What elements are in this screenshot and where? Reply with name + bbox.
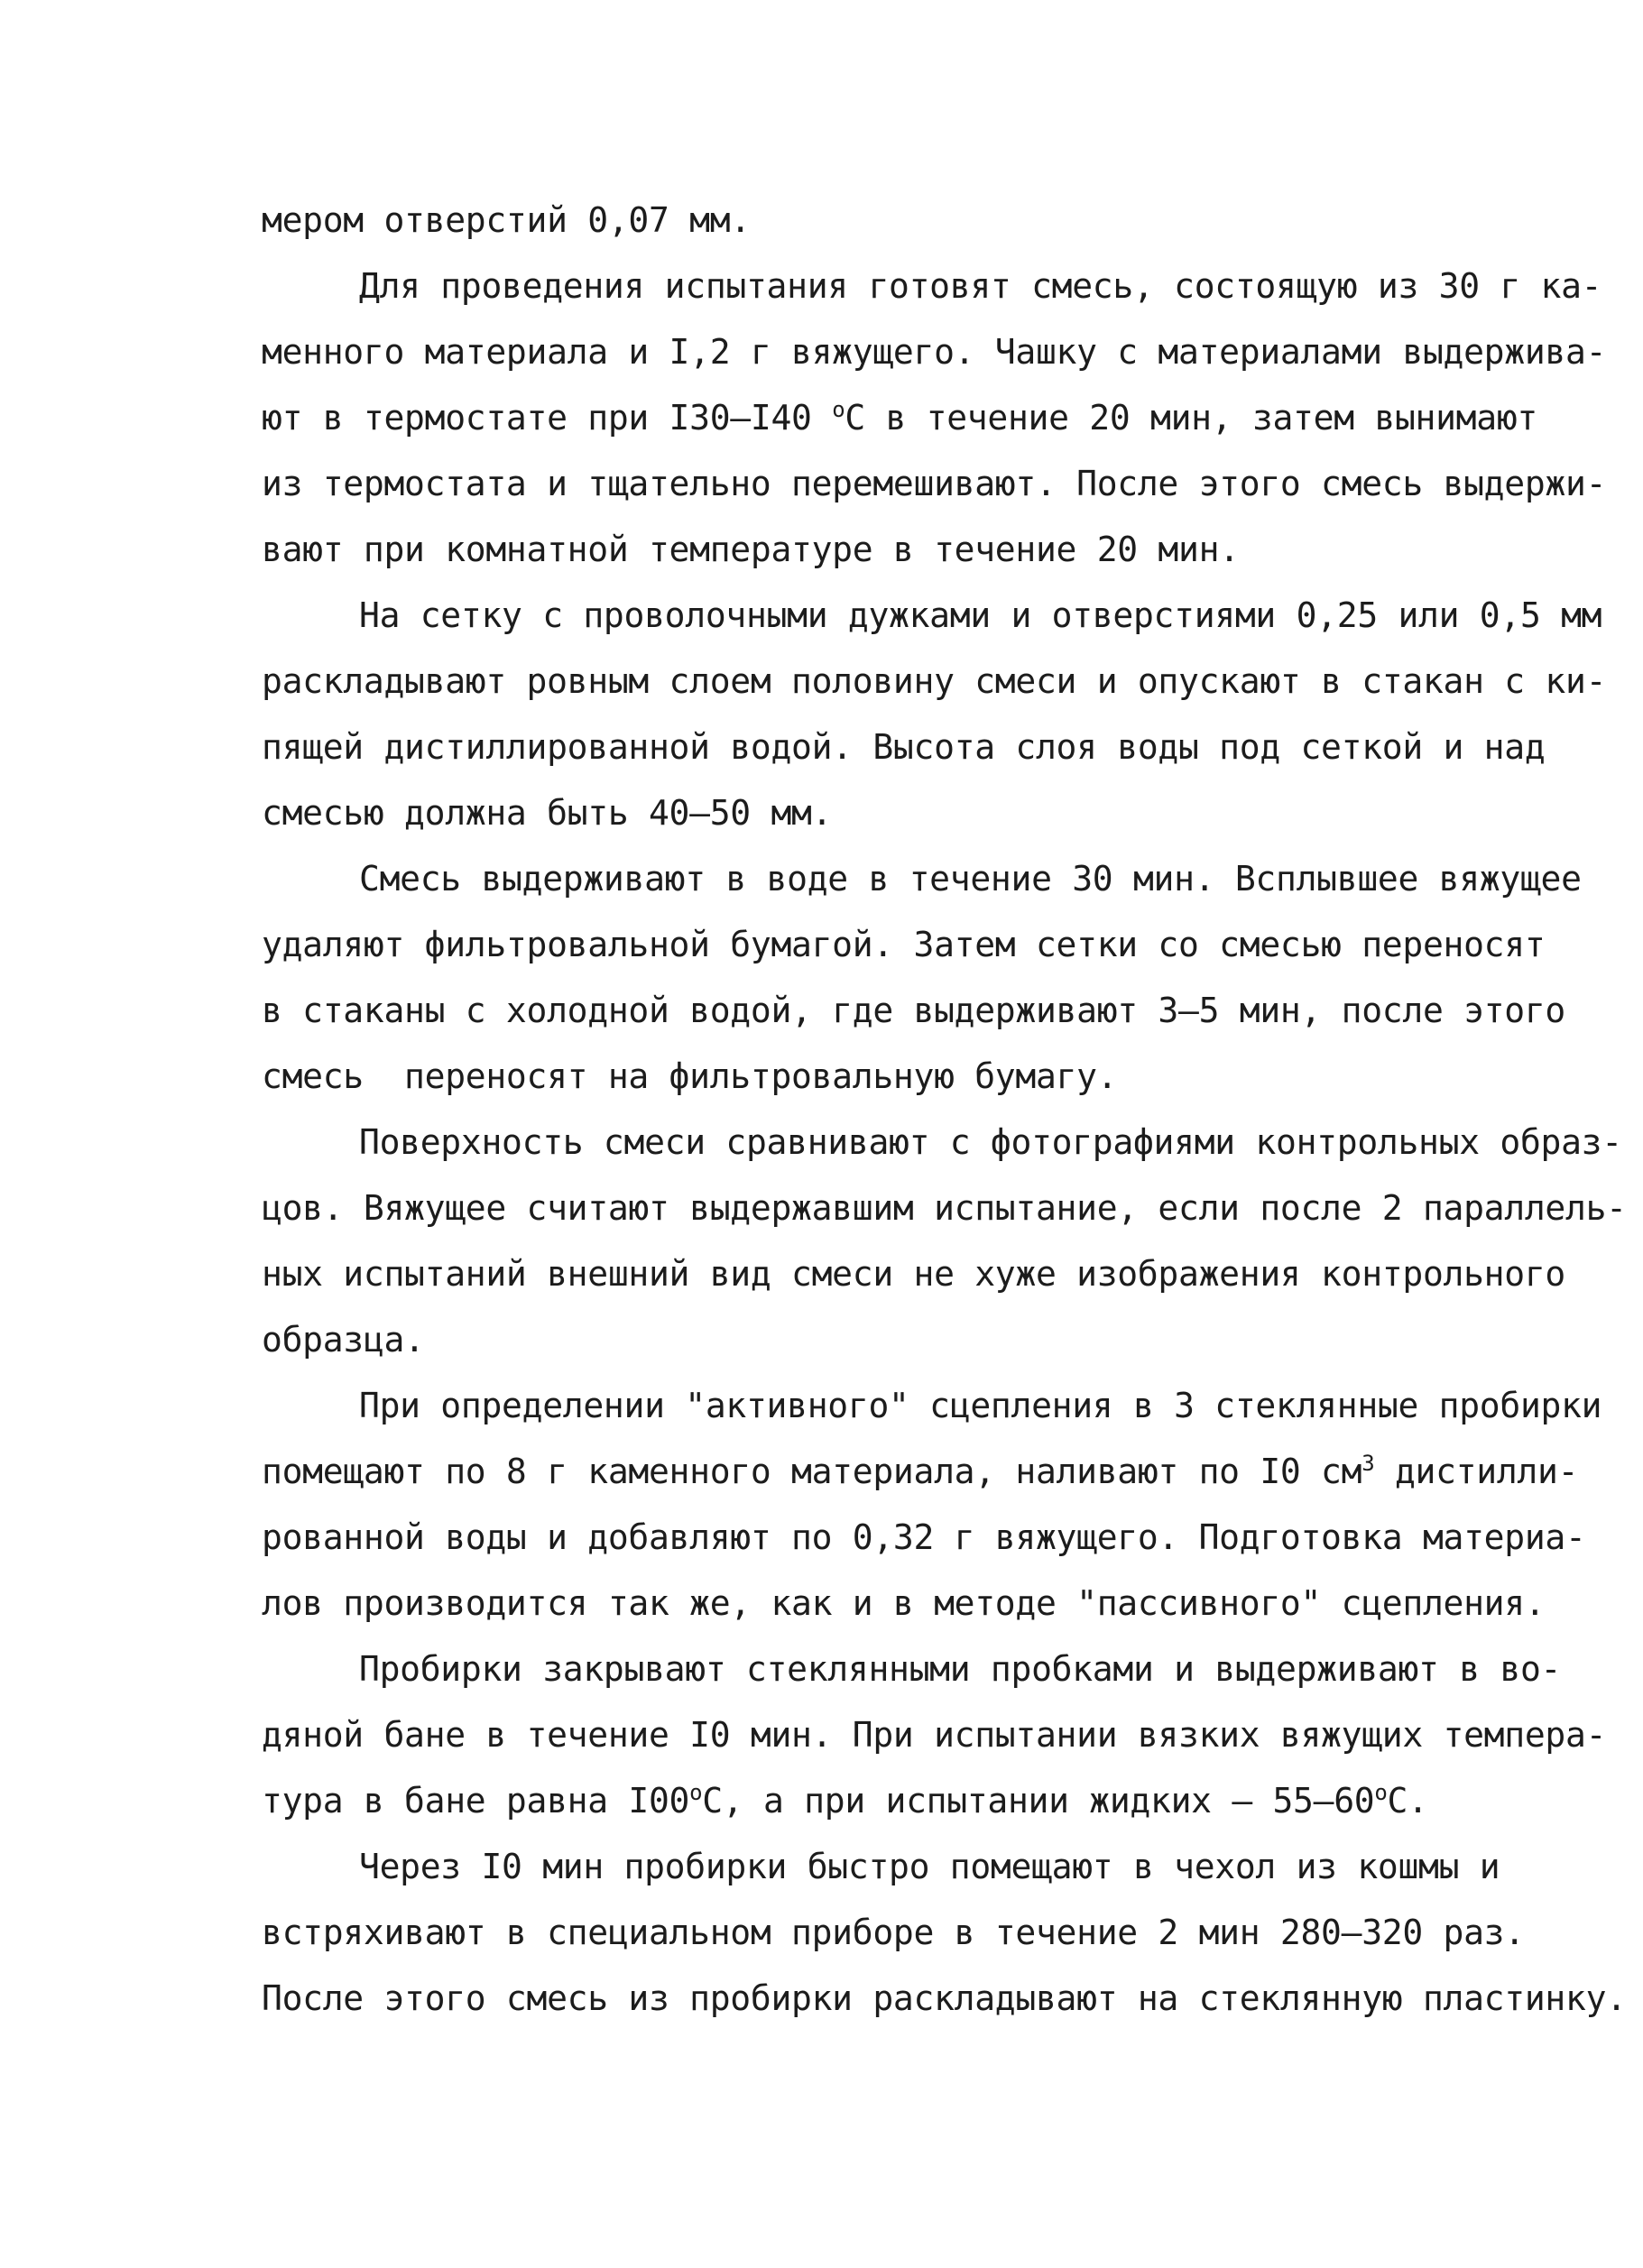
text-line (262, 1241, 1579, 1307)
line-text: удаляют фильтровальной бумагой. Затем сетки со смесью переносят (262, 925, 1546, 964)
line-text: дистилли- (1374, 1452, 1579, 1491)
line-text: мером отверстий 0,07 мм. (262, 200, 751, 240)
line-text: встряхивают в специальном приборе в течение 2 мин 280–320 раз. (262, 1913, 1525, 1952)
line-text: образца. (262, 1320, 425, 1360)
text-line (262, 319, 1607, 385)
line-text: из термостата и тщательно перемешивают. После этого смесь выдержи- (262, 464, 1607, 503)
text-line (262, 1900, 1579, 1966)
paragraph (262, 846, 1582, 1110)
line-text: Пробирки закрывают стеклянными пробками и выдерживают в во- (359, 1649, 1562, 1689)
line-text: рованной воды и добавляют по 0,32 г вяжущего. Подготовка материа- (262, 1517, 1586, 1557)
line-text: цов. Вяжущее считают выдержавшим испытание, если после 2 параллель- (262, 1188, 1627, 1228)
line-text: вают при комнатной температуре в течение 20 мин. (262, 530, 1240, 569)
line-text: С. (1387, 1781, 1428, 1821)
line-text: пящей дистиллированной водой. Высота слоя воды под сеткой и над (262, 727, 1546, 767)
line-text: смесью должна быть 40–50 мм. (262, 793, 833, 833)
paragraph (262, 254, 1607, 583)
document-body (262, 188, 1627, 2032)
line-text: лов производится так же, как и в методе "пассивного" сцепления. (262, 1583, 1546, 1623)
superscript: о (1374, 1780, 1388, 1805)
text-line (262, 385, 1579, 451)
line-text: смесь переносят на фильтровальную бумагу. (262, 1056, 1118, 1096)
text-line (262, 1966, 1627, 2032)
line-text: помещают по 8 г каменного материала, наливают по I0 см (262, 1452, 1362, 1491)
line-text: ных испытаний внешний вид смеси не хуже изображения контрольного (262, 1254, 1565, 1294)
line-text: Поверхность смеси сравнивают с фотографиями контрольных образ- (359, 1122, 1622, 1162)
paragraph (262, 1636, 1607, 1834)
line-text: Через I0 мин пробирки быстро помещают в чехол из кошмы и (359, 1847, 1500, 1886)
text-line (262, 1834, 1579, 1900)
text-line (262, 583, 1602, 649)
paragraph (262, 188, 1579, 254)
paragraph (262, 1110, 1627, 1373)
text-line (262, 780, 1579, 846)
line-text: После этого смесь из пробирки раскладывают на стеклянную пластинку. (262, 1978, 1627, 2018)
superscript: о (689, 1780, 703, 1805)
text-line (262, 1307, 1579, 1373)
text-line (262, 715, 1579, 780)
paragraph (262, 1373, 1602, 1636)
superscript: 3 (1361, 1451, 1375, 1476)
line-text: При определении "активного" сцепления в 3 стеклянные пробирки (359, 1386, 1602, 1425)
text-line (262, 978, 1579, 1044)
text-line (262, 1110, 1622, 1175)
text-line (262, 517, 1579, 583)
paragraph (262, 583, 1607, 846)
superscript: о (832, 397, 845, 422)
line-text: дяной бане в течение I0 мин. При испытании вязких вяжущих темпера- (262, 1715, 1607, 1755)
text-line (262, 649, 1607, 715)
line-text: Для проведения испытания готовят смесь, состоящую из 30 г ка- (359, 266, 1602, 306)
line-text: На сетку с проволочными дужками и отверстиями 0,25 или 0,5 мм (359, 595, 1602, 635)
line-text: менного материала и I,2 г вяжущего. Чашку с материалами выдержива- (262, 332, 1607, 372)
text-line (262, 846, 1582, 912)
line-text: раскладывают ровным слоем половину смеси и опускают в стакан с ки- (262, 661, 1607, 701)
text-line (262, 1768, 1579, 1834)
text-line (262, 1175, 1627, 1241)
text-line (262, 1044, 1579, 1110)
text-line (262, 1505, 1586, 1571)
text-line (262, 188, 1579, 254)
paragraph (262, 1834, 1627, 2032)
text-line (262, 1373, 1602, 1439)
text-line (262, 912, 1579, 978)
text-line (262, 1571, 1579, 1636)
line-text: тура в бане равна I00 (262, 1781, 690, 1821)
text-line (262, 1439, 1579, 1505)
line-text: в стаканы с холодной водой, где выдерживают 3–5 мин, после этого (262, 991, 1565, 1030)
line-text: ют в термостате при I30–I40 (262, 398, 833, 438)
text-line (262, 1702, 1607, 1768)
line-text: С в течение 20 мин, затем вынимают (845, 398, 1537, 438)
line-text: Смесь выдерживают в воде в течение 30 мин. Всплывшее вяжущее (359, 859, 1582, 899)
text-line (262, 451, 1607, 517)
text-line (262, 1636, 1579, 1702)
text-line (262, 254, 1602, 319)
line-text: С, а при испытании жидких – 55–60 (702, 1781, 1375, 1821)
